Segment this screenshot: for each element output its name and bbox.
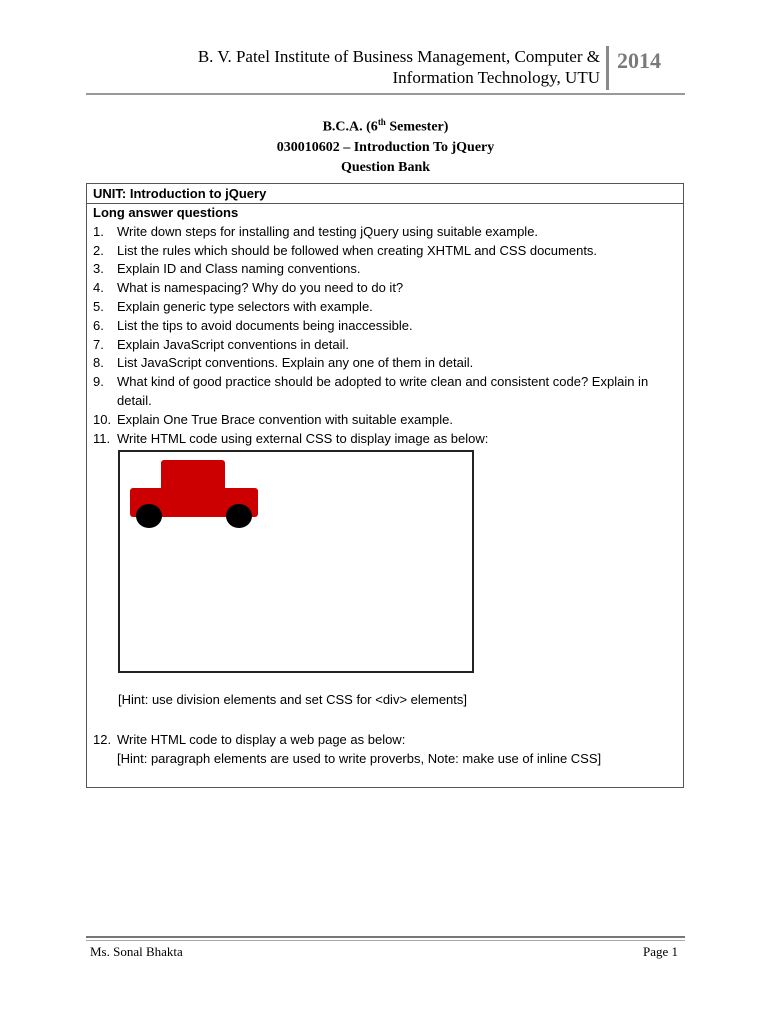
question-number: 1. <box>93 223 104 239</box>
question-number: 11. <box>93 430 111 446</box>
question-item <box>93 354 683 373</box>
question-item <box>93 317 683 336</box>
section-heading: Long answer questions <box>93 205 239 220</box>
question-text: Explain One True Brace convention with suitable example. <box>117 411 454 427</box>
question-item <box>93 242 683 261</box>
question-table <box>86 183 684 788</box>
question-number: 4. <box>93 280 104 296</box>
unit-title: UNIT: Introduction to jQuery <box>87 184 683 204</box>
program-sup: th <box>377 117 386 127</box>
question-text: What kind of good practice should be adopted to write clean and consistent code? Explain in detail. <box>117 374 649 408</box>
question-item <box>93 260 683 279</box>
header-rule <box>86 93 685 95</box>
subject-line: 030010602 – Introduction To jQuery <box>276 139 495 155</box>
header-divider <box>606 46 609 90</box>
question-number: 9. <box>93 374 104 390</box>
question-content <box>87 204 683 448</box>
question-text: Write HTML code to display a web page as below: <box>117 732 406 747</box>
question-item <box>93 279 683 298</box>
car-cabin <box>161 460 225 489</box>
car-image-frame <box>118 450 474 673</box>
program-prefix: B.C.A. (6 <box>322 119 378 135</box>
question-number: 5. <box>93 298 104 314</box>
program-suffix: Semester) <box>385 119 449 135</box>
footer-page-number: Page 1 <box>642 944 678 959</box>
question-item <box>93 223 683 242</box>
footer-author: Ms. Sonal Bhakta <box>90 944 183 959</box>
footer-rule-thick <box>86 936 685 938</box>
header-title-line2: Information Technology, UTU <box>392 68 600 87</box>
question-item <box>93 298 683 317</box>
question-text: Explain generic type selectors with example. <box>117 298 373 314</box>
program-line <box>86 112 685 138</box>
question-number: 3. <box>93 261 104 277</box>
footer-rule-thin <box>86 940 685 941</box>
question-text: Write down steps for installing and testing jQuery using suitable example. <box>117 223 539 239</box>
question-number: 12. <box>93 732 112 747</box>
hint-q12: [Hint: paragraph elements are used to write proverbs, Note: make use of inline CSS] <box>117 751 602 766</box>
question-text: Write HTML code using external CSS to display image as below: <box>117 430 489 446</box>
question-text: List the tips to avoid documents being inaccessible. <box>117 317 413 333</box>
question-item <box>93 411 683 430</box>
question-text: Explain JavaScript conventions in detail. <box>117 336 349 352</box>
question-item <box>93 430 683 449</box>
car-wheel-rear <box>226 504 252 528</box>
question-number: 10. <box>93 411 112 427</box>
header-title-line1: B. V. Patel Institute of Business Management, Computer & <box>197 47 600 66</box>
course-heading <box>86 112 685 178</box>
question-number: 6. <box>93 317 104 333</box>
header-title <box>90 46 600 88</box>
header-year: 2014 <box>617 48 661 73</box>
question-number: 7. <box>93 336 104 352</box>
question-text: What is namespacing? Why do you need to do it? <box>117 280 404 296</box>
question-list <box>93 223 683 449</box>
question-text: List JavaScript conventions. Explain any one of them in detail. <box>117 355 474 371</box>
question-item <box>93 336 683 355</box>
question-text: List the rules which should be followed when creating XHTML and CSS documents. <box>117 242 598 258</box>
car-wheel-front <box>136 504 162 528</box>
question-item <box>93 373 683 411</box>
question-number: 2. <box>93 242 104 258</box>
question-12 <box>93 730 657 768</box>
question-number: 8. <box>93 355 104 371</box>
hint-q11: [Hint: use division elements and set CSS for <div> elements] <box>118 692 468 707</box>
question-text: Explain ID and Class naming conventions. <box>117 261 361 277</box>
doc-type-line: Question Bank <box>340 159 431 175</box>
